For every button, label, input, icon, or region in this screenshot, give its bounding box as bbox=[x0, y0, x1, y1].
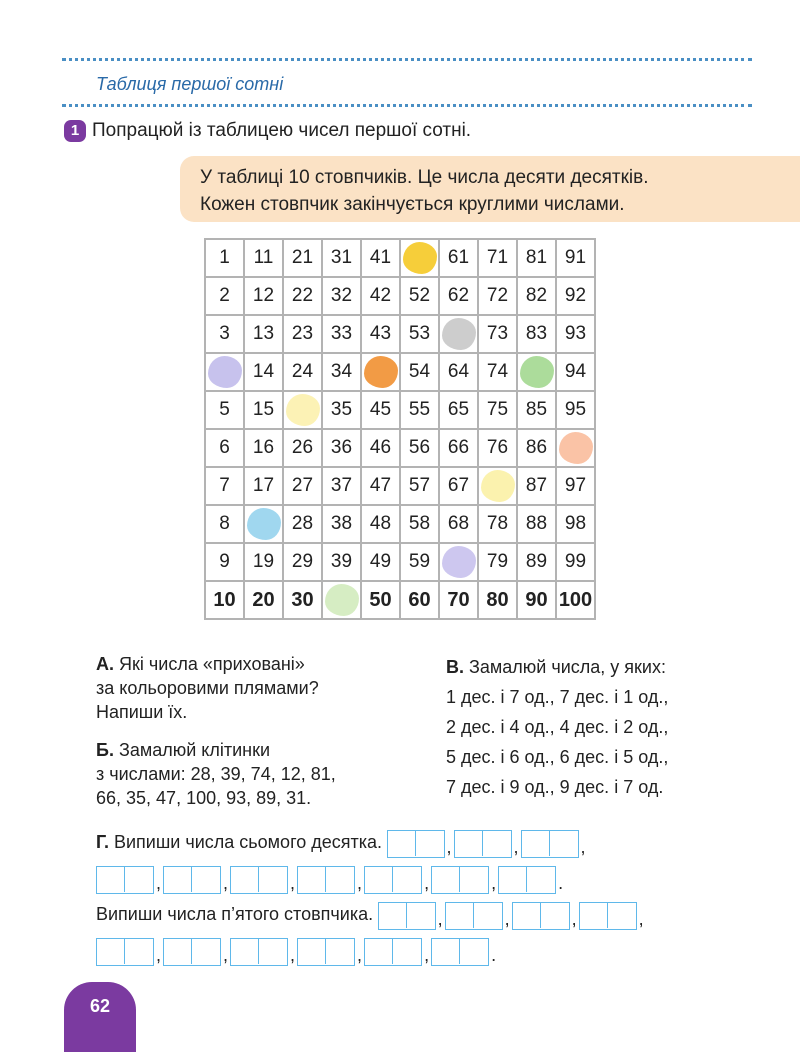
table-cell[interactable]: 24 bbox=[283, 353, 322, 391]
table-cell[interactable]: 52 bbox=[400, 277, 439, 315]
table-cell[interactable]: 72 bbox=[478, 277, 517, 315]
table-cell[interactable]: 27 bbox=[283, 467, 322, 505]
table-cell[interactable]: 65 bbox=[439, 391, 478, 429]
table-cell[interactable]: 58 bbox=[400, 505, 439, 543]
answer-box[interactable] bbox=[521, 830, 579, 858]
table-row bbox=[205, 467, 595, 505]
table-cell[interactable]: 31 bbox=[322, 239, 361, 277]
table-cell[interactable]: 87 bbox=[517, 467, 556, 505]
table-cell[interactable]: 12 bbox=[244, 277, 283, 315]
exercise-b bbox=[96, 738, 336, 810]
table-cell[interactable]: 56 bbox=[400, 429, 439, 467]
exercise-g-text: Випиши числа сьомого десятка. bbox=[113, 832, 383, 853]
exercise-a-line: Які числа «приховані» bbox=[119, 654, 305, 674]
table-cell[interactable]: 45 bbox=[361, 391, 400, 429]
table-cell[interactable]: 26 bbox=[283, 429, 322, 467]
table-row bbox=[205, 429, 595, 467]
table-cell[interactable]: 66 bbox=[439, 429, 478, 467]
table-cell[interactable]: 92 bbox=[556, 277, 595, 315]
table-cell[interactable]: 86 bbox=[517, 429, 556, 467]
table-cell[interactable]: 15 bbox=[244, 391, 283, 429]
page-number: 62 bbox=[64, 982, 136, 1052]
answer-box[interactable] bbox=[163, 866, 221, 894]
exercise-v bbox=[446, 652, 668, 802]
exercise-v-label: В. bbox=[446, 657, 464, 677]
table-cell[interactable]: 82 bbox=[517, 277, 556, 315]
exercise-g-row-1: Г. Випиши числа сьомого десятка. , , , bbox=[96, 830, 588, 858]
exercise-b-line: з числами: 28, 39, 74, 12, 81, bbox=[96, 764, 336, 784]
table-cell[interactable]: 33 bbox=[322, 315, 361, 353]
table-cell[interactable]: 23 bbox=[283, 315, 322, 353]
table-cell[interactable]: 57 bbox=[400, 467, 439, 505]
table-cell[interactable]: 79 bbox=[478, 543, 517, 581]
answer-box[interactable] bbox=[454, 830, 512, 858]
table-cell[interactable]: 97 bbox=[556, 467, 595, 505]
table-cell[interactable]: 16 bbox=[244, 429, 283, 467]
table-cell[interactable]: 55 bbox=[400, 391, 439, 429]
table-cell[interactable]: 46 bbox=[361, 429, 400, 467]
table-cell[interactable]: 22 bbox=[283, 277, 322, 315]
table-row bbox=[205, 315, 595, 353]
paint-blot bbox=[442, 318, 476, 350]
answer-box[interactable] bbox=[163, 938, 221, 966]
table-row bbox=[205, 543, 595, 581]
table-cell[interactable]: 95 bbox=[556, 391, 595, 429]
table-row bbox=[205, 581, 595, 619]
table-cell[interactable] bbox=[439, 543, 478, 581]
task-instruction: Попрацюй із таблицею чисел першої сотні. bbox=[92, 120, 472, 141]
table-cell[interactable]: 21 bbox=[283, 239, 322, 277]
table-cell[interactable]: 36 bbox=[322, 429, 361, 467]
table-cell[interactable]: 75 bbox=[478, 391, 517, 429]
table-cell[interactable]: 59 bbox=[400, 543, 439, 581]
hundred-table bbox=[204, 238, 596, 620]
table-cell[interactable]: 67 bbox=[439, 467, 478, 505]
table-cell[interactable]: 99 bbox=[556, 543, 595, 581]
answer-box[interactable] bbox=[364, 938, 422, 966]
table-cell[interactable]: 43 bbox=[361, 315, 400, 353]
table-cell[interactable]: 50 bbox=[361, 581, 400, 619]
table-cell[interactable]: 78 bbox=[478, 505, 517, 543]
table-row bbox=[205, 277, 595, 315]
table-cell[interactable]: 38 bbox=[322, 505, 361, 543]
table-cell[interactable]: 35 bbox=[322, 391, 361, 429]
exercise-a bbox=[96, 652, 319, 724]
table-cell[interactable] bbox=[517, 353, 556, 391]
exercise-b-line: 66, 35, 47, 100, 93, 89, 31. bbox=[96, 788, 312, 808]
table-cell[interactable] bbox=[322, 581, 361, 619]
table-cell[interactable] bbox=[205, 353, 244, 391]
exercise-v-line: Замалюй числа, у яких: bbox=[469, 657, 666, 677]
table-cell[interactable]: 13 bbox=[244, 315, 283, 353]
table-cell[interactable]: 53 bbox=[400, 315, 439, 353]
answer-box[interactable] bbox=[387, 830, 445, 858]
paint-blot bbox=[325, 584, 359, 616]
table-cell[interactable]: 48 bbox=[361, 505, 400, 543]
table-cell[interactable]: 100 bbox=[556, 581, 595, 619]
exercise-g-label: Г. bbox=[96, 832, 109, 853]
table-cell[interactable]: 41 bbox=[361, 239, 400, 277]
table-cell[interactable] bbox=[244, 505, 283, 543]
table-cell[interactable]: 90 bbox=[517, 581, 556, 619]
table-cell[interactable]: 2 bbox=[205, 277, 244, 315]
table-cell[interactable]: 19 bbox=[244, 543, 283, 581]
table-cell[interactable]: 1 bbox=[205, 239, 244, 277]
exercise-a-label: А. bbox=[96, 654, 114, 674]
paint-blot bbox=[442, 546, 476, 578]
answer-box[interactable] bbox=[230, 866, 288, 894]
table-cell[interactable]: 29 bbox=[283, 543, 322, 581]
answer-box[interactable] bbox=[96, 938, 154, 966]
table-cell[interactable] bbox=[283, 391, 322, 429]
table-cell[interactable]: 80 bbox=[478, 581, 517, 619]
table-cell[interactable]: 39 bbox=[322, 543, 361, 581]
exercise-v-line: 2 дес. і 4 од., 4 дес. і 2 од., bbox=[446, 717, 669, 737]
table-row bbox=[205, 239, 595, 277]
table-cell[interactable]: 17 bbox=[244, 467, 283, 505]
table-cell[interactable]: 83 bbox=[517, 315, 556, 353]
exercise-b-line: Замалюй клітинки bbox=[118, 740, 271, 760]
note-line-2: Кожен стовпчик закінчується круглими числами. bbox=[200, 194, 625, 215]
table-cell[interactable]: 49 bbox=[361, 543, 400, 581]
answer-box[interactable] bbox=[579, 902, 637, 930]
table-cell[interactable]: 81 bbox=[517, 239, 556, 277]
table-cell[interactable]: 34 bbox=[322, 353, 361, 391]
table-cell[interactable]: 20 bbox=[244, 581, 283, 619]
answer-box[interactable] bbox=[512, 902, 570, 930]
table-cell[interactable]: 8 bbox=[205, 505, 244, 543]
table-cell[interactable]: 60 bbox=[400, 581, 439, 619]
table-cell[interactable]: 93 bbox=[556, 315, 595, 353]
table-cell[interactable] bbox=[439, 315, 478, 353]
table-row bbox=[205, 353, 595, 391]
table-cell[interactable]: 6 bbox=[205, 429, 244, 467]
exercise-g-row-3: Випиши числа п’ятого стовпчика. , , , , bbox=[96, 902, 646, 930]
answer-box[interactable] bbox=[96, 866, 154, 894]
answer-box[interactable] bbox=[230, 938, 288, 966]
paint-blot bbox=[247, 508, 281, 540]
table-cell[interactable]: 11 bbox=[244, 239, 283, 277]
table-cell[interactable]: 94 bbox=[556, 353, 595, 391]
table-cell[interactable]: 74 bbox=[478, 353, 517, 391]
answer-box[interactable] bbox=[498, 866, 556, 894]
exercise-g-row-2: , , , , , , . bbox=[96, 866, 565, 894]
table-cell[interactable]: 3 bbox=[205, 315, 244, 353]
exercise-v-line: 1 дес. і 7 од., 7 дес. і 1 од., bbox=[446, 687, 669, 707]
task-number-badge: 1 bbox=[64, 120, 86, 142]
table-row bbox=[205, 391, 595, 429]
table-cell[interactable]: 61 bbox=[439, 239, 478, 277]
table-cell[interactable]: 42 bbox=[361, 277, 400, 315]
table-cell[interactable]: 10 bbox=[205, 581, 244, 619]
table-cell[interactable]: 47 bbox=[361, 467, 400, 505]
table-cell[interactable] bbox=[556, 429, 595, 467]
table-cell[interactable]: 7 bbox=[205, 467, 244, 505]
exercise-b-label: Б. bbox=[96, 740, 114, 760]
table-cell[interactable]: 85 bbox=[517, 391, 556, 429]
table-cell[interactable] bbox=[361, 353, 400, 391]
table-cell[interactable]: 70 bbox=[439, 581, 478, 619]
table-cell[interactable]: 30 bbox=[283, 581, 322, 619]
table-cell[interactable]: 91 bbox=[556, 239, 595, 277]
top-dotted-rule bbox=[62, 58, 752, 61]
paint-blot bbox=[520, 356, 554, 388]
bottom-dotted-rule bbox=[62, 104, 752, 107]
table-cell[interactable]: 89 bbox=[517, 543, 556, 581]
exercise-a-line: Напиши їх. bbox=[96, 702, 188, 722]
answer-box[interactable] bbox=[378, 902, 436, 930]
table-cell[interactable]: 68 bbox=[439, 505, 478, 543]
table-row bbox=[205, 505, 595, 543]
exercise-v-line: 5 дес. і 6 од., 6 дес. і 5 од., bbox=[446, 747, 669, 767]
table-cell[interactable]: 14 bbox=[244, 353, 283, 391]
exercise-g-row-4: , , , , , . bbox=[96, 938, 498, 966]
paint-blot bbox=[208, 356, 242, 388]
table-cell[interactable]: 37 bbox=[322, 467, 361, 505]
paint-blot bbox=[286, 394, 320, 426]
table-cell[interactable]: 5 bbox=[205, 391, 244, 429]
paint-blot bbox=[559, 432, 593, 464]
table-cell[interactable] bbox=[400, 239, 439, 277]
table-cell[interactable]: 88 bbox=[517, 505, 556, 543]
exercise-a-line: за кольоровими плямами? bbox=[96, 678, 319, 698]
answer-box[interactable] bbox=[445, 902, 503, 930]
paint-blot bbox=[364, 356, 398, 388]
table-cell[interactable]: 98 bbox=[556, 505, 595, 543]
section-title: Таблиця першої сотні bbox=[96, 74, 284, 94]
table-cell[interactable] bbox=[478, 467, 517, 505]
table-cell[interactable]: 71 bbox=[478, 239, 517, 277]
table-cell[interactable]: 76 bbox=[478, 429, 517, 467]
table-cell[interactable]: 64 bbox=[439, 353, 478, 391]
exercise-g-text: Випиши числа п’ятого стовпчика. bbox=[96, 904, 374, 925]
note-line-1: У таблиці 10 стовпчиків. Це числа десяти десятків. bbox=[200, 167, 649, 188]
paint-blot bbox=[481, 470, 515, 502]
answer-box[interactable] bbox=[364, 866, 422, 894]
table-cell[interactable]: 54 bbox=[400, 353, 439, 391]
answer-box[interactable] bbox=[297, 866, 355, 894]
table-cell[interactable]: 28 bbox=[283, 505, 322, 543]
table-cell[interactable]: 62 bbox=[439, 277, 478, 315]
answer-box[interactable] bbox=[431, 866, 489, 894]
paint-blot bbox=[403, 242, 437, 274]
table-cell[interactable]: 73 bbox=[478, 315, 517, 353]
exercise-v-line: 7 дес. і 9 од., 9 дес. і 7 од. bbox=[446, 777, 664, 797]
answer-box[interactable] bbox=[431, 938, 489, 966]
table-cell[interactable]: 32 bbox=[322, 277, 361, 315]
table-cell[interactable]: 9 bbox=[205, 543, 244, 581]
answer-box[interactable] bbox=[297, 938, 355, 966]
info-note bbox=[180, 156, 800, 222]
